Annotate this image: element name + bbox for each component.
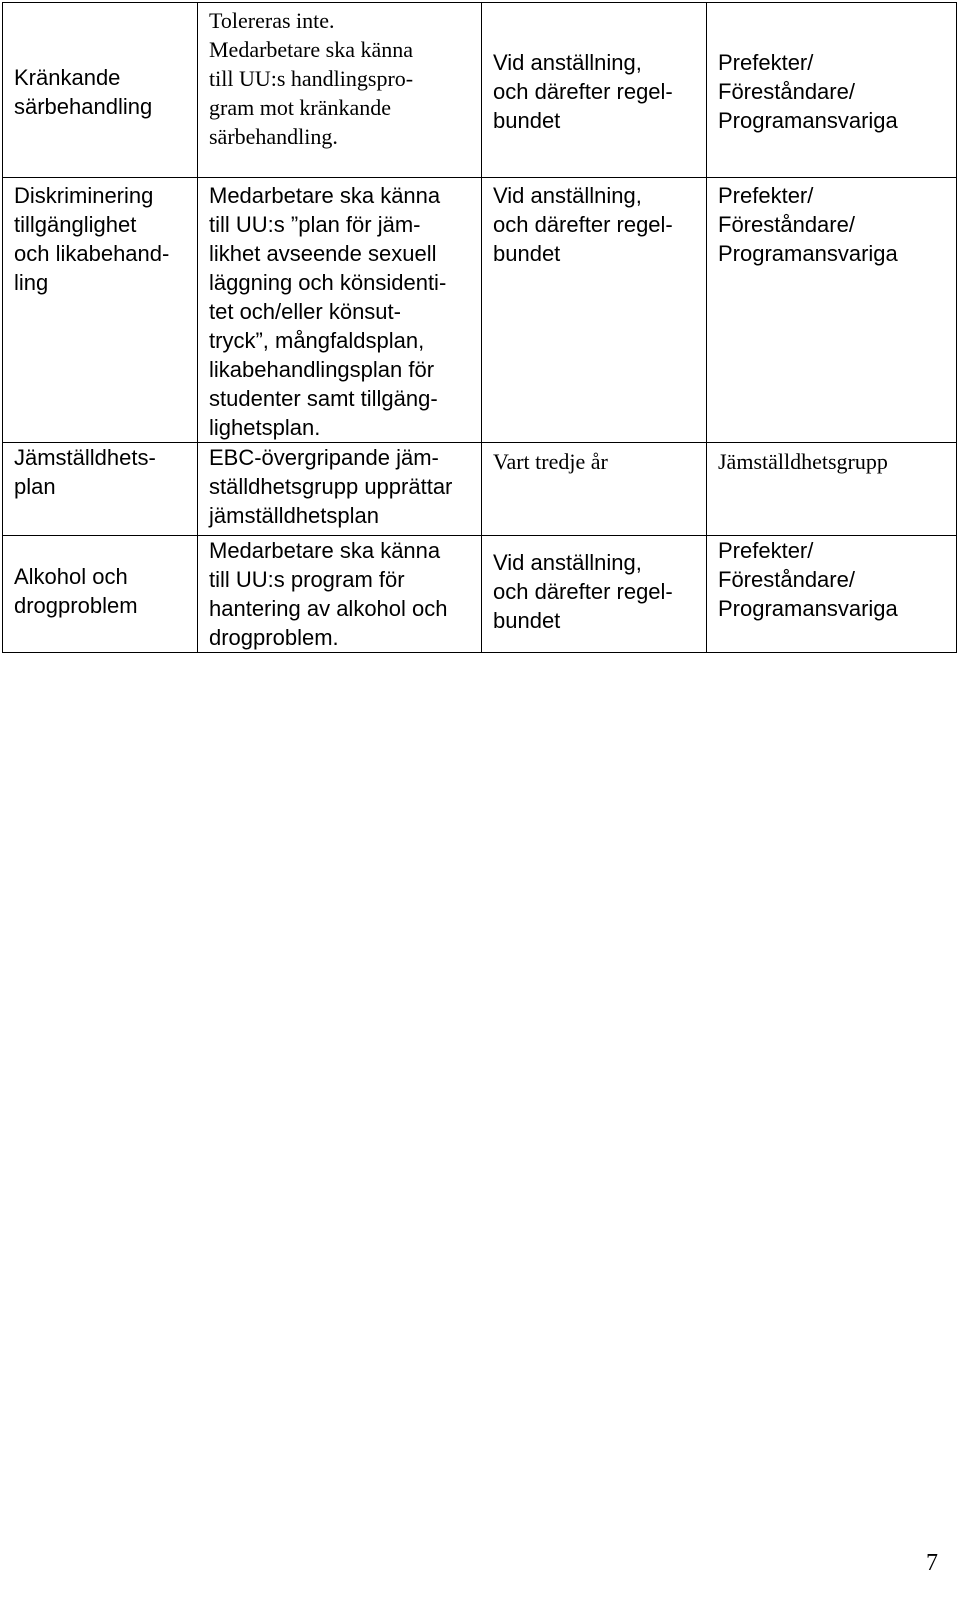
when-text: Vid anställning, bbox=[493, 50, 642, 75]
responsible-text: Föreståndare/ bbox=[718, 79, 855, 104]
description-text: lighetsplan. bbox=[209, 415, 321, 440]
topic-text: plan bbox=[14, 474, 56, 499]
description-text: Tolereras inte. bbox=[209, 8, 335, 33]
description-text: tet och/eller könsut- bbox=[209, 299, 401, 324]
topic-text: Jämställdhets- bbox=[14, 445, 156, 470]
description-text: tryck”, mångfaldsplan, bbox=[209, 328, 425, 353]
table-row bbox=[3, 443, 957, 536]
table-row bbox=[3, 536, 957, 653]
description-text: till UU:s handlingspro- bbox=[209, 66, 414, 91]
when-cell bbox=[482, 3, 707, 178]
description-cell bbox=[198, 178, 482, 443]
when-cell bbox=[482, 443, 707, 536]
description-text: ställdhetsgrupp upprättar bbox=[209, 474, 453, 499]
description-text: likabehandlingsplan för bbox=[209, 357, 435, 382]
responsible-cell bbox=[707, 178, 957, 443]
description-text: Medarbetare ska känna bbox=[209, 37, 414, 62]
topic-text: tillgänglighet bbox=[14, 212, 137, 237]
when-text: bundet bbox=[493, 241, 561, 266]
table-row bbox=[3, 178, 957, 443]
description-text: gram mot kränkande bbox=[209, 95, 392, 120]
when-cell bbox=[482, 536, 707, 653]
responsible-text: Föreståndare/ bbox=[718, 212, 855, 237]
policy-table bbox=[2, 2, 957, 653]
page-number: 7 bbox=[926, 1550, 938, 1576]
topic-text: ling bbox=[14, 270, 49, 295]
when-text: och därefter regel- bbox=[493, 79, 673, 104]
when-text: Vart tredje år bbox=[493, 449, 608, 474]
description-text: särbehandling. bbox=[209, 124, 338, 149]
topic-cell bbox=[3, 3, 198, 178]
description-cell bbox=[198, 3, 482, 178]
when-text: och därefter regel- bbox=[493, 579, 673, 604]
description-text: likhet avseende sexuell bbox=[209, 241, 437, 266]
responsible-text: Prefekter/ bbox=[718, 183, 814, 208]
responsible-text: Programansvariga bbox=[718, 108, 898, 133]
topic-text: Kränkande bbox=[14, 65, 121, 90]
when-text: bundet bbox=[493, 608, 561, 633]
when-text: Vid anställning, bbox=[493, 550, 642, 575]
responsible-cell bbox=[707, 443, 957, 536]
description-cell bbox=[198, 443, 482, 536]
responsible-text: Jämställdhetsgrupp bbox=[718, 449, 888, 474]
responsible-cell bbox=[707, 536, 957, 653]
when-text: bundet bbox=[493, 108, 561, 133]
topic-text: Alkohol och bbox=[14, 564, 128, 589]
topic-cell bbox=[3, 536, 198, 653]
topic-text: drogproblem bbox=[14, 593, 138, 618]
description-text: hantering av alkohol och bbox=[209, 596, 448, 621]
table-row bbox=[3, 3, 957, 178]
description-text: drogproblem. bbox=[209, 625, 339, 650]
responsible-text: Föreståndare/ bbox=[718, 567, 855, 592]
description-text: läggning och könsidenti- bbox=[209, 270, 447, 295]
description-text: jämställdhetsplan bbox=[209, 503, 379, 528]
topic-text: och likabehand- bbox=[14, 241, 170, 266]
responsible-text: Prefekter/ bbox=[718, 538, 814, 563]
responsible-text: Programansvariga bbox=[718, 241, 898, 266]
when-cell bbox=[482, 178, 707, 443]
description-cell bbox=[198, 536, 482, 653]
description-text: till UU:s program för bbox=[209, 567, 405, 592]
description-text: Medarbetare ska känna bbox=[209, 538, 441, 563]
topic-cell bbox=[3, 178, 198, 443]
topic-text: särbehandling bbox=[14, 94, 153, 119]
description-text: studenter samt tillgäng- bbox=[209, 386, 438, 411]
responsible-text: Prefekter/ bbox=[718, 50, 814, 75]
topic-text: Diskriminering bbox=[14, 183, 154, 208]
responsible-cell bbox=[707, 3, 957, 178]
description-text: EBC-övergripande jäm- bbox=[209, 445, 439, 470]
topic-cell bbox=[3, 443, 198, 536]
responsible-text: Programansvariga bbox=[718, 596, 898, 621]
when-text: och därefter regel- bbox=[493, 212, 673, 237]
description-text: till UU:s ”plan för jäm- bbox=[209, 212, 421, 237]
when-text: Vid anställning, bbox=[493, 183, 642, 208]
description-text: Medarbetare ska känna bbox=[209, 183, 441, 208]
